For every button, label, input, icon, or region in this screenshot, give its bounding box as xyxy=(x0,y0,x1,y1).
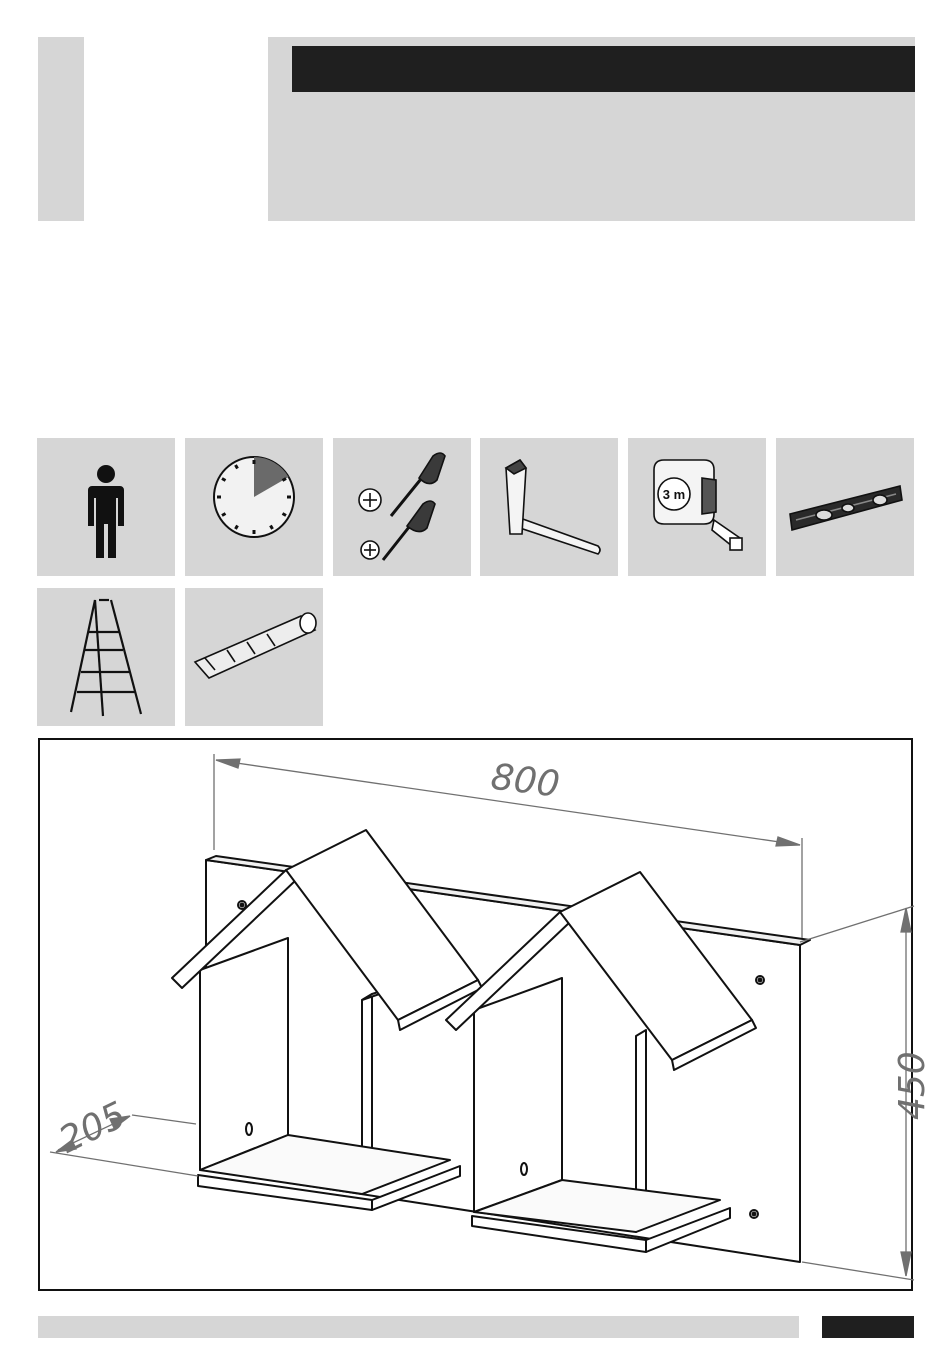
width-dimension: 800 xyxy=(488,756,562,806)
height-dimension: 450 xyxy=(892,1051,933,1120)
depth-dimension: 205 xyxy=(52,1094,133,1162)
footer-page-block xyxy=(822,1316,914,1338)
tape-measure-label: 3 m xyxy=(662,487,686,502)
footer-bar xyxy=(38,1316,799,1338)
